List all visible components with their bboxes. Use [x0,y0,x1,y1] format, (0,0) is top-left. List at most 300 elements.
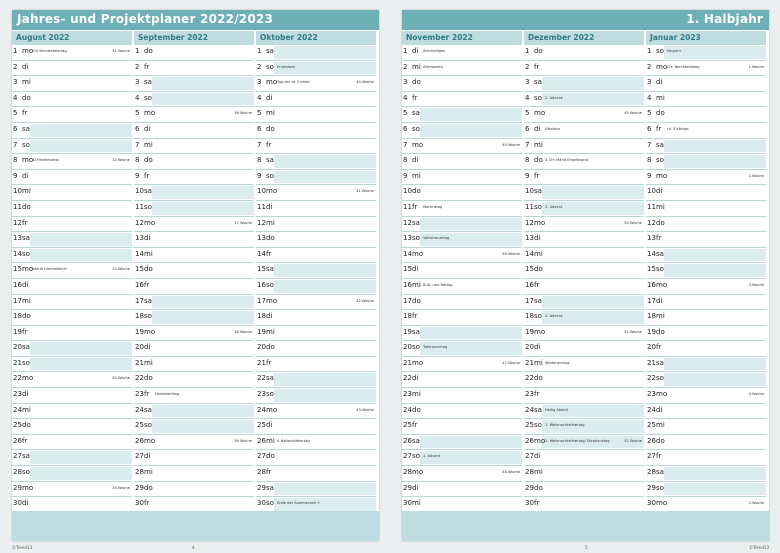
day-row [256,107,376,123]
day-number: 16 [525,280,534,289]
day-row [646,232,766,248]
month-column [524,31,644,528]
month-column [12,31,132,528]
weekend-shade [274,46,376,59]
day-number: 11 [13,202,22,211]
day-row [646,482,766,498]
day-row [256,201,376,217]
day-number: 19 [13,327,22,336]
day-row [402,139,522,155]
day-number: 6 [525,124,530,133]
day-number: 22 [257,374,266,383]
day-row [646,419,766,435]
weekday-label: di [266,312,273,321]
day-number: 16 [257,280,266,289]
weekday-label: sa [22,124,30,133]
day-number: 15 [257,265,266,274]
week-number: 39.Woche [234,438,252,443]
day-number: 27 [403,452,412,461]
weekday-label: do [534,483,543,492]
weekday-label: mo [266,296,278,305]
weekday-label: so [412,343,420,352]
week-number: 38.Woche [234,329,252,334]
weekday-label: mo [656,390,668,399]
day-number: 28 [647,468,656,477]
day-number: 10 [13,187,22,196]
day-number: 24 [135,405,144,414]
day-row [524,123,644,139]
weekday-label: do [656,109,665,118]
weekend-shade [274,280,376,293]
page-number: 4 [192,545,195,550]
weekday-label: di [534,234,541,243]
day-number: 2 [13,62,18,71]
weekday-label: do [412,296,421,305]
day-row [524,232,644,248]
weekday-label: fr [22,436,28,445]
day-number: 13 [403,234,412,243]
month-header: Oktober 2022 [256,31,376,45]
day-number: 12 [525,218,534,227]
weekday-label: sa [656,468,664,477]
day-row [12,107,132,123]
day-number: 28 [13,468,22,477]
day-number: 26 [403,436,412,445]
day-row [524,217,644,233]
day-row [402,76,522,92]
day-row [524,61,644,77]
holiday-note: CH Bundesfeiertag [33,49,67,53]
day-number: 21 [647,358,656,367]
weekend-shade [30,249,132,262]
weekend-shade [152,93,254,106]
holiday-note: Allerheiligen [423,49,446,53]
day-row [524,341,644,357]
weekday-label: di [412,483,419,492]
day-row [524,248,644,264]
day-number: 25 [135,421,144,430]
holiday-note: Neujahr [667,49,682,53]
day-number: 2 [525,62,530,71]
weekday-label: fr [534,390,540,399]
weekday-label: fr [144,171,150,180]
day-row [256,326,376,342]
day-row [256,76,376,92]
day-number: 4 [403,93,408,102]
day-number: 29 [257,483,266,492]
weekday-label: fr [656,343,662,352]
weekday-label: di [534,124,541,133]
weekday-label: mi [266,218,275,227]
holiday-note: Mariä Himmelfahrt [33,267,67,272]
day-number: 22 [403,374,412,383]
day-number: 15 [13,265,22,274]
weekday-label: so [656,156,664,165]
day-row [256,419,376,435]
weekday-label: mi [412,499,421,508]
weekend-shade [30,342,132,355]
day-number: 2 [257,62,262,71]
week-number: 5.Woche [748,501,764,506]
day-row [256,185,376,201]
weekday-label: so [144,202,152,211]
weekend-shade [274,373,376,386]
day-number: 13 [647,234,656,243]
weekday-label: mi [656,93,665,102]
day-number: 12 [403,218,412,227]
day-number: 14 [403,249,412,258]
day-row [402,61,522,77]
day-number: 16 [403,280,412,289]
day-number: 7 [135,140,140,149]
day-number: 28 [257,468,266,477]
day-number: 3 [13,78,18,87]
day-row [12,388,132,404]
day-number: 5 [647,109,652,118]
day-number: 11 [257,202,266,211]
day-number: 5 [525,109,530,118]
weekday-label: mi [144,140,153,149]
day-number: 1 [403,47,408,55]
day-number: 1 [525,47,530,55]
day-number: 3 [403,78,408,87]
day-number: 4 [257,93,262,102]
weekday-label: do [144,265,153,274]
weekday-label: do [22,202,31,211]
weekday-label: do [656,218,665,227]
day-number: 22 [525,374,534,383]
day-number: 7 [403,140,408,149]
weekend-shade [664,467,766,480]
holiday-note: Allerseelen [423,64,443,69]
day-row [402,279,522,295]
day-row [256,232,376,248]
day-row [256,404,376,420]
weekday-label: di [144,452,151,461]
weekday-label: mo [144,109,156,118]
day-number: 6 [135,124,140,133]
weekend-shade [30,233,132,246]
weekday-label: di [22,499,29,508]
day-number: 24 [13,405,22,414]
weekday-label: sa [266,265,274,274]
day-row [402,217,522,233]
day-number: 17 [525,296,534,305]
weekday-label: do [22,312,31,321]
day-row [646,201,766,217]
weekday-label: mi [266,436,275,445]
day-number: 12 [135,218,144,227]
day-number: 30 [135,499,144,508]
holiday-note: Herbstanfang [155,392,180,397]
day-row [12,263,132,279]
day-row [12,326,132,342]
day-number: 20 [403,343,412,352]
day-number: 23 [403,390,412,399]
day-number: 11 [647,202,656,211]
day-row [12,357,132,373]
day-row [524,279,644,295]
day-number: 7 [525,140,530,149]
day-row [402,357,522,373]
day-number: 14 [135,249,144,258]
weekday-label: mo [144,327,156,336]
weekday-label: so [656,265,664,274]
holiday-note: Tag der dt. Einheit [277,80,310,85]
day-row [256,248,376,264]
month-column [256,31,376,528]
day-row [402,310,522,326]
weekday-label: fr [534,171,540,180]
day-row [524,435,644,451]
weekend-shade [664,140,766,153]
day-number: 3 [525,78,530,87]
month-header: Dezember 2022 [524,31,644,45]
day-row [646,404,766,420]
weekday-label: mo [534,327,546,336]
holiday-note: Ende der Sommerzeit ⏲ [277,501,320,506]
weekday-label: mi [534,140,543,149]
day-row [12,61,132,77]
day-row [524,45,644,61]
month-header: November 2022 [402,31,522,45]
day-row [646,435,766,451]
day-row [12,310,132,326]
weekday-label: mi [412,390,421,399]
weekday-label: di [266,202,273,211]
weekday-label: mo [534,109,546,118]
day-number: 23 [647,390,656,399]
day-row [646,154,766,170]
holiday-note: Erntedank [277,64,296,69]
week-number: 1.Woche [748,64,764,69]
day-row [134,185,254,201]
day-row [524,326,644,342]
day-number: 8 [257,156,262,165]
holiday-note: 2. Weihnachtsfeiertag/ Stephanstag [545,438,610,443]
weekend-shade [542,77,644,90]
day-number: 9 [13,171,18,180]
day-number: 21 [135,358,144,367]
day-number: 13 [13,234,22,243]
day-row [12,154,132,170]
day-row [646,450,766,466]
weekday-label: fr [144,499,150,508]
day-row [134,372,254,388]
day-row [134,279,254,295]
day-row [12,466,132,482]
day-number: 7 [257,140,262,149]
day-number: 10 [525,187,534,196]
day-number: 20 [647,343,656,352]
day-row [134,45,254,61]
day-number: 25 [13,421,22,430]
day-number: 1 [257,47,262,55]
weekday-label: sa [144,405,152,414]
day-number: 22 [135,374,144,383]
day-row [12,76,132,92]
weekday-label: sa [534,187,542,196]
weekday-label: mo [534,436,546,445]
day-row [134,482,254,498]
weekend-shade [30,140,132,153]
day-row [12,92,132,108]
weekday-label: do [266,343,275,352]
weekday-label: di [656,187,663,196]
weekday-label: fr [144,390,150,399]
day-number: 22 [13,374,22,383]
day-row [256,295,376,311]
day-number: 3 [257,78,262,87]
day-number: 21 [403,358,412,367]
holiday-note: A Nationalfeiertag [277,438,310,443]
weekday-label: sa [266,374,274,383]
day-number: 20 [13,343,22,352]
day-number: 8 [647,156,652,165]
day-row [134,123,254,139]
day-row [256,154,376,170]
weekday-label: di [144,124,151,133]
weekday-label: fr [22,109,28,118]
day-row [134,76,254,92]
day-row [256,170,376,186]
day-number: 30 [257,499,266,508]
weekday-label: di [412,374,419,383]
day-number: 29 [13,483,22,492]
day-row [646,310,766,326]
day-row [134,435,254,451]
day-row [402,45,522,61]
day-number: 18 [13,312,22,321]
day-number: 27 [647,452,656,461]
day-number: 8 [403,156,408,165]
right-page [402,10,769,550]
day-row [524,404,644,420]
weekday-label: so [22,468,30,477]
weekday-label: mo [266,405,278,414]
day-row [134,201,254,217]
week-number: 2.Woche [748,173,764,178]
day-number: 24 [525,405,534,414]
week-number: 42.Woche [356,298,374,303]
weekday-label: di [144,234,151,243]
day-row [134,92,254,108]
day-number: 13 [135,234,144,243]
holiday-note: A CH: Mariä Empfängnis [545,158,589,163]
weekday-label: so [534,93,542,102]
weekday-label: sa [534,78,542,87]
day-number: 4 [647,93,652,102]
weekday-label: mi [266,327,275,336]
weekday-label: do [22,93,31,102]
weekend-shade [420,327,522,340]
day-number: 7 [647,140,652,149]
day-row [524,201,644,217]
day-row [134,357,254,373]
weekday-label: sa [144,296,152,305]
day-number: 15 [525,265,534,274]
day-row [402,185,522,201]
day-row [134,341,254,357]
day-row [256,435,376,451]
day-row [12,217,132,233]
weekday-label: mi [22,405,31,414]
weekday-label: so [266,62,274,71]
day-number: 20 [257,343,266,352]
week-number: 43.Woche [356,407,374,412]
weekday-label: do [412,187,421,196]
weekday-label: sa [656,358,664,367]
day-row [646,45,766,61]
holiday-note: Volkstrauertag [423,236,450,241]
weekday-label: mi [412,171,421,180]
day-row [402,107,522,123]
weekend-shade [152,186,254,199]
day-row [256,341,376,357]
day-number: 27 [135,452,144,461]
weekend-shade [664,155,766,168]
day-row [646,123,766,139]
day-row [524,466,644,482]
week-number: 40.Woche [356,80,374,85]
weekday-label: mo [22,265,34,274]
weekday-label: mo [22,156,34,165]
weekday-label: di [412,47,419,55]
day-number: 5 [13,109,18,118]
day-number: 12 [647,218,656,227]
day-number: 1 [13,47,18,55]
weekend-shade [152,296,254,309]
weekday-label: mo [412,358,424,367]
day-row [256,139,376,155]
weekend-shade [542,186,644,199]
day-row [256,372,376,388]
day-row [12,372,132,388]
day-row [12,482,132,498]
day-row [134,139,254,155]
weekday-label: mi [266,109,275,118]
weekday-label: di [266,421,273,430]
holiday-note: Martinstag [423,204,443,209]
day-number: 24 [257,405,266,414]
left-page [12,10,379,550]
day-number: 17 [135,296,144,305]
page-title: Jahres- und Projektplaner 2022/2023 [17,12,273,26]
weekday-label: fr [534,499,540,508]
weekday-label: mi [534,468,543,477]
weekday-label: so [266,171,274,180]
day-number: 26 [647,436,656,445]
weekday-label: mo [656,499,668,508]
day-row [134,107,254,123]
day-row [12,139,132,155]
weekday-label: fr [534,280,540,289]
weekend-shade [152,202,254,215]
weekday-label: sa [266,483,274,492]
day-row [402,388,522,404]
day-number: 27 [525,452,534,461]
day-number: 6 [647,124,652,133]
day-row [402,123,522,139]
day-number: 6 [403,124,408,133]
day-row [646,466,766,482]
day-row [646,248,766,264]
day-row [402,435,522,451]
day-row [402,295,522,311]
holiday-note: 2. Advent [545,95,563,100]
weekday-label: sa [412,218,420,227]
weekend-shade [30,451,132,464]
